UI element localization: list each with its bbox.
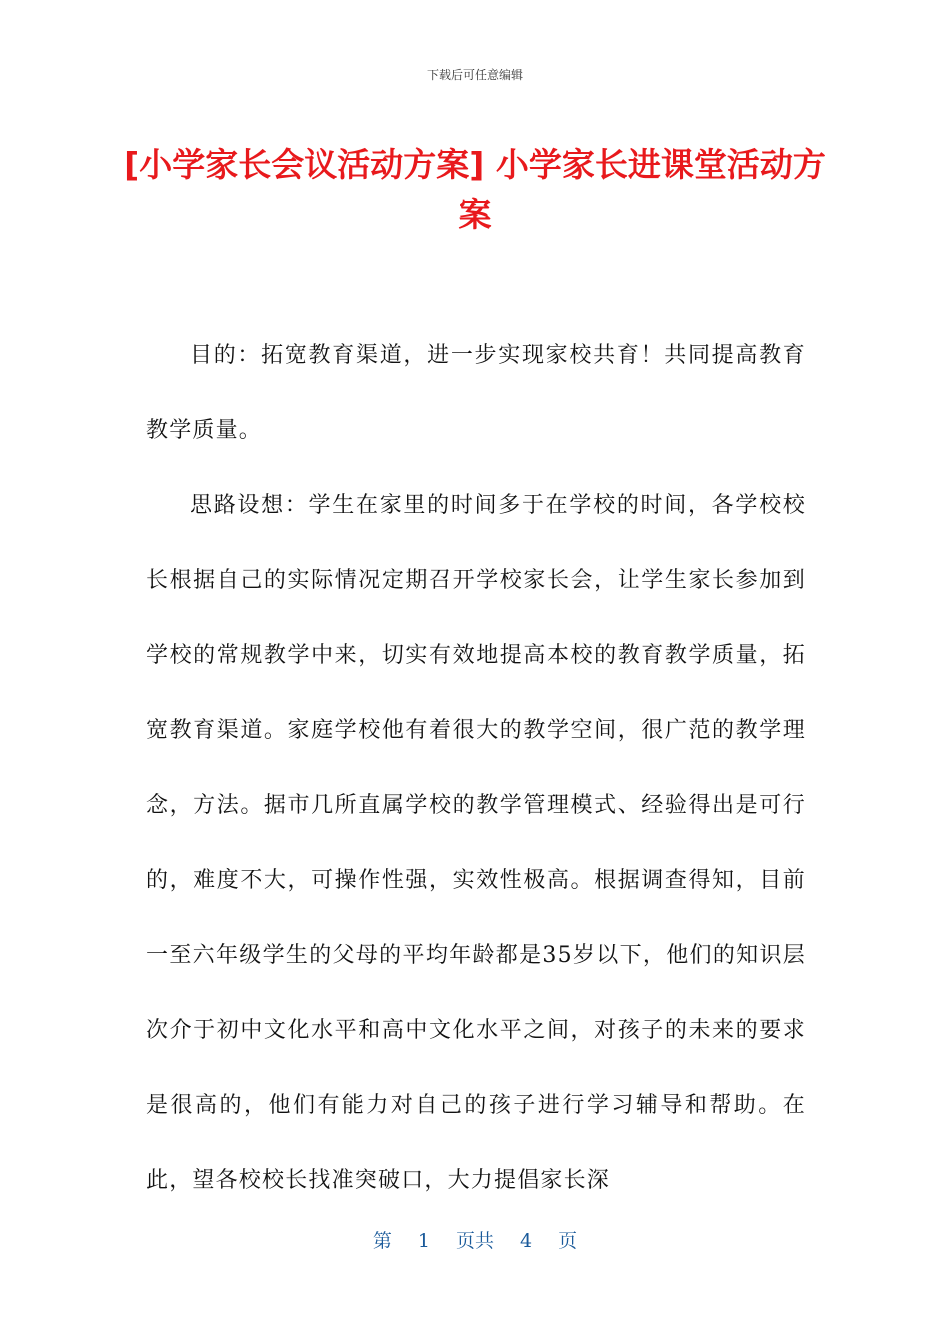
- document-body: [146, 318, 806, 1218]
- footer-current-page: 1: [417, 1230, 430, 1252]
- paragraph-purpose: 目的：拓宽教育渠道，进一步实现家校共育！共同提高教育教学质量。: [146, 343, 806, 443]
- header-note: 下载后可任意编辑: [426, 68, 523, 82]
- document-title: [小学家长会议活动方案] 小学家长进课堂活动方案: [124, 145, 826, 234]
- footer-total-pages: 4: [520, 1230, 533, 1252]
- paragraph-approach: 思路设想：学生在家里的时间多于在学校的时间，各学校校长根据自己的实际情况定期召开学校家长会，让学生家长参加到学校的常规教学中来，切实有效地提高本校的教育教学质量，拓宽教育渠道。家庭学校他有着很大的教学空间，很广范的教学理念，方法。据市几所直属学校的教学管理模式、经验得出是可行的，难度不大，可操作性强，实效性极高。根据调查得知，目前一至六年级学生的父母的平均年龄都是35岁以下，他们的知识层次介于初中文化水平和高中文化水平之间，对孩子的未来的要求是很高的，他们有能力对自己的孩子进行学习辅导和帮助。在此，望各校校长找准突破口，大力提倡家长深: [146, 493, 806, 1193]
- footer-middle: 页共: [455, 1230, 494, 1252]
- footer-suffix: 页: [558, 1230, 578, 1252]
- footer-prefix: 第: [372, 1230, 392, 1252]
- page-footer: [0, 1226, 950, 1253]
